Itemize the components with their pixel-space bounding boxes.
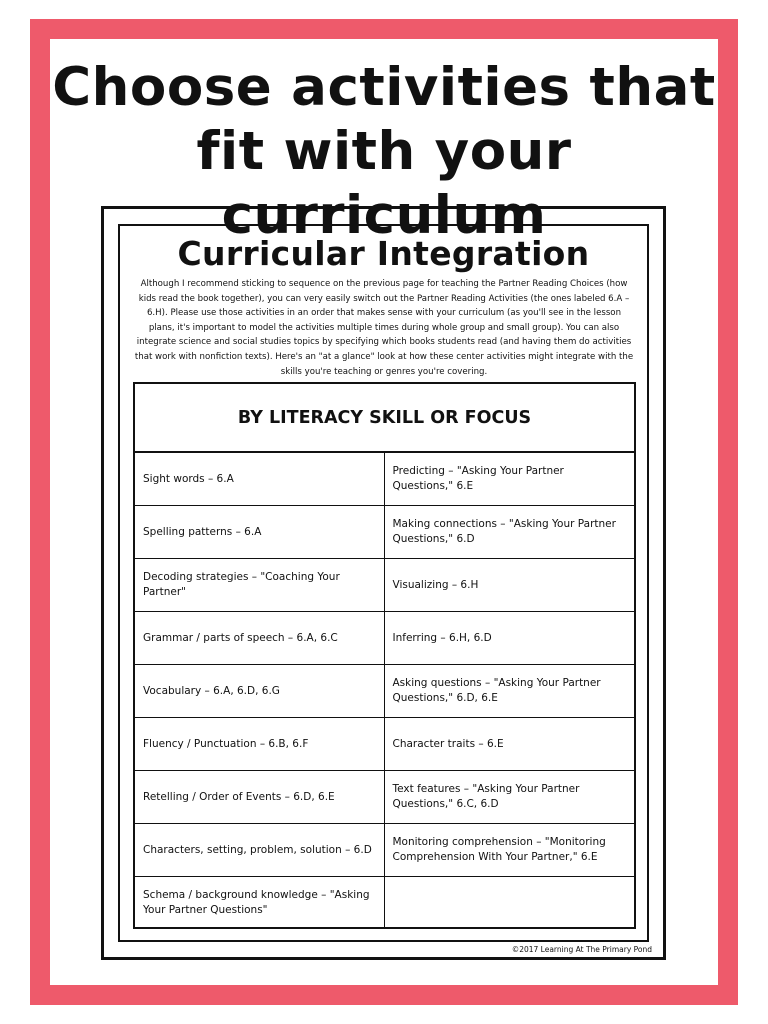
table-cell-skill: Spelling patterns – 6.A xyxy=(135,506,385,558)
table-cell-skill: Monitoring comprehension – "Monitoring Comprehension With Your Partner," 6.E xyxy=(392,836,606,863)
table-cell-skill: Retelling / Order of Events – 6.D, 6.E xyxy=(135,771,385,823)
table-cell-skill: Sight words – 6.A xyxy=(135,453,385,505)
table-cell-skill: Making connections – "Asking Your Partner Questions," 6.D xyxy=(392,518,616,545)
table-row xyxy=(135,612,634,665)
document-title: Curricular Integration xyxy=(177,234,590,273)
table-cell-skill: Predicting – "Asking Your Partner Questions," 6.E xyxy=(392,465,564,492)
table-cell-skill: Characters, setting, problem, solution – 6.D xyxy=(135,824,385,876)
table-row xyxy=(135,718,634,771)
headline-line-2: fit with your curriculum xyxy=(196,121,572,246)
table-cell-skill: Character traits – 6.E xyxy=(392,737,504,750)
table-cell-skill: Schema / background knowledge – "Asking Your Partner Questions" xyxy=(135,877,385,929)
copyright-notice: ©2017 Learning At The Primary Pond xyxy=(511,945,652,954)
table-cell-skill: Grammar / parts of speech – 6.A, 6.C xyxy=(135,612,385,664)
headline-line-1: Choose activities that xyxy=(52,57,716,118)
table-cell-skill: Asking questions – "Asking Your Partner Questions," 6.D, 6.E xyxy=(392,677,601,704)
table-cell-skill: Vocabulary – 6.A, 6.D, 6.G xyxy=(135,665,385,717)
table-cell-skill: Text features – "Asking Your Partner Questions," 6.C, 6.D xyxy=(392,783,580,810)
table-row xyxy=(135,453,634,506)
table-cell-empty xyxy=(385,877,635,929)
table-cell-skill: Inferring – 6.H, 6.D xyxy=(392,631,492,644)
table-cell-skill: Decoding strategies – "Coaching Your Partner" xyxy=(135,559,385,611)
table-cell-skill: Visualizing – 6.H xyxy=(392,578,479,591)
table-row xyxy=(135,665,634,718)
table-row xyxy=(135,877,634,929)
table-row xyxy=(135,506,634,559)
table-cell-skill: Fluency / Punctuation – 6.B, 6.F xyxy=(135,718,385,770)
table-row xyxy=(135,559,634,612)
table-row xyxy=(135,771,634,824)
skills-table xyxy=(133,382,636,929)
table-row xyxy=(135,824,634,877)
table-heading: BY LITERACY SKILL OR FOCUS xyxy=(135,384,634,453)
document-intro: Although I recommend sticking to sequence on the previous page for teaching the Partner Reading Choices (how kids read the book together), you can very easily switch out the Partner Reading Activities (the ones labeled 6.A – 6.H). Please use those activities in an order that makes sense with your curriculum (as you'll see in the lesson plans, it's important to model the activities multiple times during whole group and small group). You can also integrate science and social studies topics by specifying which books students read (and having them do activities that work with nonfiction texts). Here's an "at a glance" look at how these center activities might integrate with the skills you're teaching or genres you're covering. xyxy=(134,279,634,377)
